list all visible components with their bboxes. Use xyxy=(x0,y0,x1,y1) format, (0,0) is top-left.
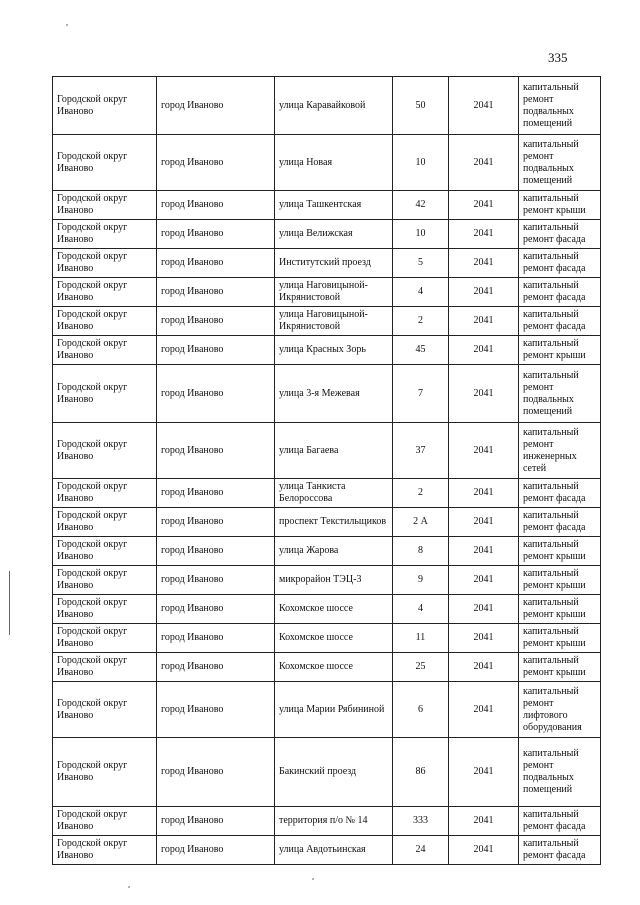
street-cell: улица Каравайковой xyxy=(275,77,393,135)
year-cell: 2041 xyxy=(449,135,519,191)
city-cell: город Иваново xyxy=(157,278,275,307)
year-cell: 2041 xyxy=(449,77,519,135)
district-cell: Городской округ Иваново xyxy=(53,249,157,278)
house-number-cell: 6 xyxy=(393,682,449,738)
year-cell: 2041 xyxy=(449,836,519,865)
house-number-cell: 2 А xyxy=(393,508,449,537)
work-type-cell: капитальный ремонт подвальных помещений xyxy=(519,365,601,423)
district-cell: Городской округ Иваново xyxy=(53,653,157,682)
table-row xyxy=(53,836,601,865)
street-cell: улица 3-я Межевая xyxy=(275,365,393,423)
work-type-cell: капитальный ремонт крыши xyxy=(519,595,601,624)
scan-speck xyxy=(66,24,68,26)
year-cell: 2041 xyxy=(449,738,519,807)
street-cell: улица Велижская xyxy=(275,220,393,249)
work-type-cell: капитальный ремонт фасада xyxy=(519,807,601,836)
year-cell: 2041 xyxy=(449,249,519,278)
work-type-cell: капитальный ремонт фасада xyxy=(519,307,601,336)
street-cell: улица Наговицыной-Икрянистовой xyxy=(275,307,393,336)
city-cell: город Иваново xyxy=(157,537,275,566)
street-cell: улица Жарова xyxy=(275,537,393,566)
city-cell: город Иваново xyxy=(157,336,275,365)
table-row xyxy=(53,682,601,738)
house-number-cell: 10 xyxy=(393,135,449,191)
city-cell: город Иваново xyxy=(157,836,275,865)
table-row xyxy=(53,278,601,307)
work-type-cell: капитальный ремонт крыши xyxy=(519,336,601,365)
street-cell: улица Танкиста Белороссова xyxy=(275,479,393,508)
city-cell: город Иваново xyxy=(157,365,275,423)
table-row xyxy=(53,135,601,191)
street-cell: Кохомское шоссе xyxy=(275,595,393,624)
city-cell: город Иваново xyxy=(157,738,275,807)
city-cell: город Иваново xyxy=(157,807,275,836)
district-cell: Городской округ Иваново xyxy=(53,336,157,365)
street-cell: улица Ташкентская xyxy=(275,191,393,220)
city-cell: город Иваново xyxy=(157,653,275,682)
work-type-cell: капитальный ремонт крыши xyxy=(519,624,601,653)
page-number: 335 xyxy=(548,50,568,65)
district-cell: Городской округ Иваново xyxy=(53,220,157,249)
scan-speck xyxy=(128,886,130,888)
district-cell: Городской округ Иваново xyxy=(53,807,157,836)
work-type-cell: капитальный ремонт фасада xyxy=(519,479,601,508)
street-cell: территория п/о № 14 xyxy=(275,807,393,836)
city-cell: город Иваново xyxy=(157,191,275,220)
district-cell: Городской округ Иваново xyxy=(53,624,157,653)
table-row xyxy=(53,807,601,836)
house-number-cell: 333 xyxy=(393,807,449,836)
scan-speck xyxy=(312,878,314,880)
work-type-cell: капитальный ремонт крыши xyxy=(519,566,601,595)
district-cell: Городской округ Иваново xyxy=(53,537,157,566)
district-cell: Городской округ Иваново xyxy=(53,566,157,595)
house-number-cell: 4 xyxy=(393,595,449,624)
year-cell: 2041 xyxy=(449,365,519,423)
year-cell: 2041 xyxy=(449,537,519,566)
table-row xyxy=(53,249,601,278)
repair-schedule-table xyxy=(52,76,601,865)
house-number-cell: 11 xyxy=(393,624,449,653)
year-cell: 2041 xyxy=(449,508,519,537)
house-number-cell: 45 xyxy=(393,336,449,365)
table-row xyxy=(53,479,601,508)
district-cell: Городской округ Иваново xyxy=(53,508,157,537)
city-cell: город Иваново xyxy=(157,479,275,508)
district-cell: Городской округ Иваново xyxy=(53,365,157,423)
city-cell: город Иваново xyxy=(157,624,275,653)
table-row xyxy=(53,191,601,220)
year-cell: 2041 xyxy=(449,624,519,653)
district-cell: Городской округ Иваново xyxy=(53,135,157,191)
city-cell: город Иваново xyxy=(157,423,275,479)
street-cell: микрорайон ТЭЦ-3 xyxy=(275,566,393,595)
street-cell: улица Наговицыной-Икрянистовой xyxy=(275,278,393,307)
work-type-cell: капитальный ремонт крыши xyxy=(519,191,601,220)
street-cell: улица Красных Зорь xyxy=(275,336,393,365)
street-cell: проспект Текстильщиков xyxy=(275,508,393,537)
house-number-cell: 10 xyxy=(393,220,449,249)
city-cell: город Иваново xyxy=(157,249,275,278)
year-cell: 2041 xyxy=(449,278,519,307)
house-number-cell: 7 xyxy=(393,365,449,423)
house-number-cell: 8 xyxy=(393,537,449,566)
scan-margin-mark xyxy=(9,571,10,635)
street-cell: улица Новая xyxy=(275,135,393,191)
district-cell: Городской округ Иваново xyxy=(53,479,157,508)
year-cell: 2041 xyxy=(449,191,519,220)
table-row xyxy=(53,537,601,566)
work-type-cell: капитальный ремонт фасада xyxy=(519,836,601,865)
house-number-cell: 4 xyxy=(393,278,449,307)
table-row xyxy=(53,220,601,249)
district-cell: Городской округ Иваново xyxy=(53,77,157,135)
city-cell: город Иваново xyxy=(157,508,275,537)
table-row xyxy=(53,307,601,336)
table-row xyxy=(53,423,601,479)
city-cell: город Иваново xyxy=(157,566,275,595)
house-number-cell: 2 xyxy=(393,479,449,508)
city-cell: город Иваново xyxy=(157,77,275,135)
work-type-cell: капитальный ремонт крыши xyxy=(519,653,601,682)
district-cell: Городской округ Иваново xyxy=(53,836,157,865)
work-type-cell: капитальный ремонт подвальных помещений xyxy=(519,135,601,191)
table-row xyxy=(53,77,601,135)
city-cell: город Иваново xyxy=(157,135,275,191)
district-cell: Городской округ Иваново xyxy=(53,595,157,624)
house-number-cell: 42 xyxy=(393,191,449,220)
work-type-cell: капитальный ремонт крыши xyxy=(519,537,601,566)
house-number-cell: 2 xyxy=(393,307,449,336)
house-number-cell: 9 xyxy=(393,566,449,595)
year-cell: 2041 xyxy=(449,220,519,249)
year-cell: 2041 xyxy=(449,479,519,508)
year-cell: 2041 xyxy=(449,682,519,738)
street-cell: улица Марии Рябининой xyxy=(275,682,393,738)
district-cell: Городской округ Иваново xyxy=(53,191,157,220)
district-cell: Городской округ Иваново xyxy=(53,278,157,307)
street-cell: Кохомское шоссе xyxy=(275,653,393,682)
house-number-cell: 86 xyxy=(393,738,449,807)
district-cell: Городской округ Иваново xyxy=(53,423,157,479)
work-type-cell: капитальный ремонт подвальных помещений xyxy=(519,77,601,135)
house-number-cell: 37 xyxy=(393,423,449,479)
year-cell: 2041 xyxy=(449,807,519,836)
district-cell: Городской округ Иваново xyxy=(53,307,157,336)
street-cell: Кохомское шоссе xyxy=(275,624,393,653)
district-cell: Городской округ Иваново xyxy=(53,738,157,807)
table-row xyxy=(53,624,601,653)
year-cell: 2041 xyxy=(449,307,519,336)
table-row xyxy=(53,738,601,807)
year-cell: 2041 xyxy=(449,566,519,595)
year-cell: 2041 xyxy=(449,336,519,365)
work-type-cell: капитальный ремонт фасада xyxy=(519,220,601,249)
work-type-cell: капитальный ремонт подвальных помещений xyxy=(519,738,601,807)
table-row xyxy=(53,566,601,595)
table-row xyxy=(53,365,601,423)
work-type-cell: капитальный ремонт лифтового оборудования xyxy=(519,682,601,738)
year-cell: 2041 xyxy=(449,653,519,682)
street-cell: улица Авдотьинская xyxy=(275,836,393,865)
city-cell: город Иваново xyxy=(157,682,275,738)
work-type-cell: капитальный ремонт фасада xyxy=(519,508,601,537)
street-cell: Бакинский проезд xyxy=(275,738,393,807)
table-row xyxy=(53,336,601,365)
year-cell: 2041 xyxy=(449,423,519,479)
district-cell: Городской округ Иваново xyxy=(53,682,157,738)
city-cell: город Иваново xyxy=(157,220,275,249)
table-row xyxy=(53,653,601,682)
year-cell: 2041 xyxy=(449,595,519,624)
house-number-cell: 24 xyxy=(393,836,449,865)
house-number-cell: 50 xyxy=(393,77,449,135)
house-number-cell: 25 xyxy=(393,653,449,682)
work-type-cell: капитальный ремонт фасада xyxy=(519,249,601,278)
work-type-cell: капитальный ремонт инженерных сетей xyxy=(519,423,601,479)
work-type-cell: капитальный ремонт фасада xyxy=(519,278,601,307)
house-number-cell: 5 xyxy=(393,249,449,278)
street-cell: улица Багаева xyxy=(275,423,393,479)
city-cell: город Иваново xyxy=(157,595,275,624)
table-row xyxy=(53,508,601,537)
table-row xyxy=(53,595,601,624)
city-cell: город Иваново xyxy=(157,307,275,336)
street-cell: Институтский проезд xyxy=(275,249,393,278)
